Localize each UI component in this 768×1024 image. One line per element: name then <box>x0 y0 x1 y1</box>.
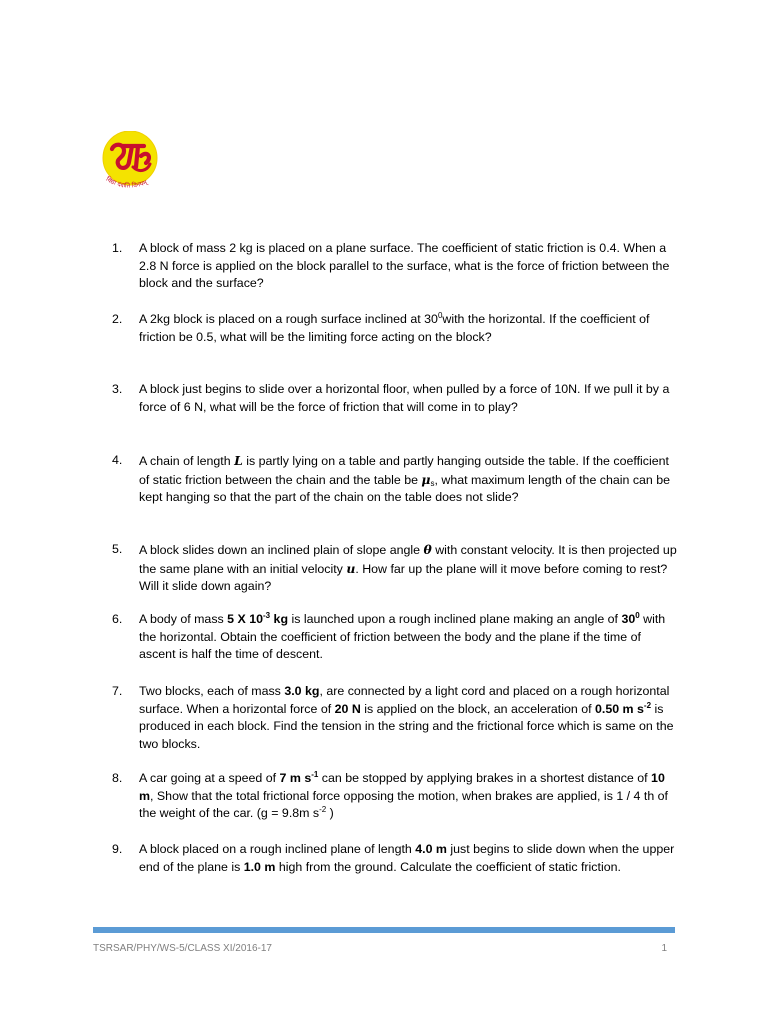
question-number: 5. <box>112 542 123 556</box>
question-text: A block slides down an inclined plain of slope angle θ with constant velocity. It is then projected up the same plane with an initial velocity u. How far up the plane will it move before coming to rest? Will it slide down again? <box>139 542 677 594</box>
question-item <box>112 452 678 507</box>
question-item <box>112 770 678 823</box>
question-number: 9. <box>112 842 123 856</box>
question-item <box>112 311 678 346</box>
question-number: 7. <box>112 684 123 698</box>
question-number: 3. <box>112 382 123 396</box>
question-text: A block just begins to slide over a horizontal floor, when pulled by a force of 10N. If we pull it by a force of 6 N, what will be the force of friction that will come in to play? <box>139 382 670 414</box>
question-item <box>112 240 678 293</box>
question-text: Two blocks, each of mass 3.0 kg, are connected by a light cord and placed on a rough horizontal surface. When a horizontal force of 20 N is applied on the block, an acceleration of 0.50 m $s^{-2}$ is produced in each block. Find the tension in the string and the frictional force which is same on the two blocks. <box>139 684 674 751</box>
question-item <box>112 381 678 416</box>
question-text: A block of mass 2 kg is placed on a plane surface. The coefficient of static friction is 0.4. When a 2.8 N force is applied on the block parallel to the surface, what is the force of friction between the block and the surface? <box>139 241 670 291</box>
question-number: 2. <box>112 312 123 326</box>
question-number: 6. <box>112 612 123 626</box>
footer-rule <box>93 927 675 933</box>
footer-document-code: TSRSAR/PHY/WS-5/CLASS XI/2016-17 <box>93 943 272 954</box>
question-item <box>112 541 678 596</box>
question-item <box>112 683 678 753</box>
question-text: A 2kg block is placed on a rough surface inclined at $30^0with$ the horizontal. If the coefficient of friction be 0.5, what will be the limiting force acting on the block? <box>139 311 650 344</box>
question-number: 4. <box>112 453 123 467</box>
question-number: 1. <box>112 241 123 255</box>
question-item <box>112 841 678 876</box>
footer-page-number: 1 <box>661 943 667 954</box>
question-item <box>112 611 678 664</box>
question-text: A body of mass 5 X $10^{-3}$ kg is launched upon a rough inclined plane making an angle of $30^0$ with the horizontal. Obtain the coefficient of friction between the body and the plane if the time of ascent is half the time of descent. <box>139 611 666 662</box>
question-text: A car going at a speed of 7 m $s^{-1}$ can be stopped by applying brakes in a shortest distance of 10 m, Show that the total frictional force opposing the motion, when brakes are applied, is 1 / 4 th of the weight of the car. (g = 9.8m $s^{-2}$ ) <box>139 770 668 821</box>
logo-motto: विद्या ददाति विनयम् <box>104 175 149 190</box>
question-text: A block placed on a rough inclined plane of length 4.0 m just begins to slide down when the upper end of the plane is 1.0 m high from the ground. Calculate the coefficient of static friction. <box>139 842 675 874</box>
question-number: 8. <box>112 771 123 785</box>
school-logo <box>100 131 164 197</box>
question-text: A chain of length L is partly lying on a table and partly hanging outside the table. If the coefficient of static friction between the chain and the table be $\mu_s$, what maximum length of the chain can be kept hanging so that the part of the chain on the table does not slide? <box>139 453 671 505</box>
